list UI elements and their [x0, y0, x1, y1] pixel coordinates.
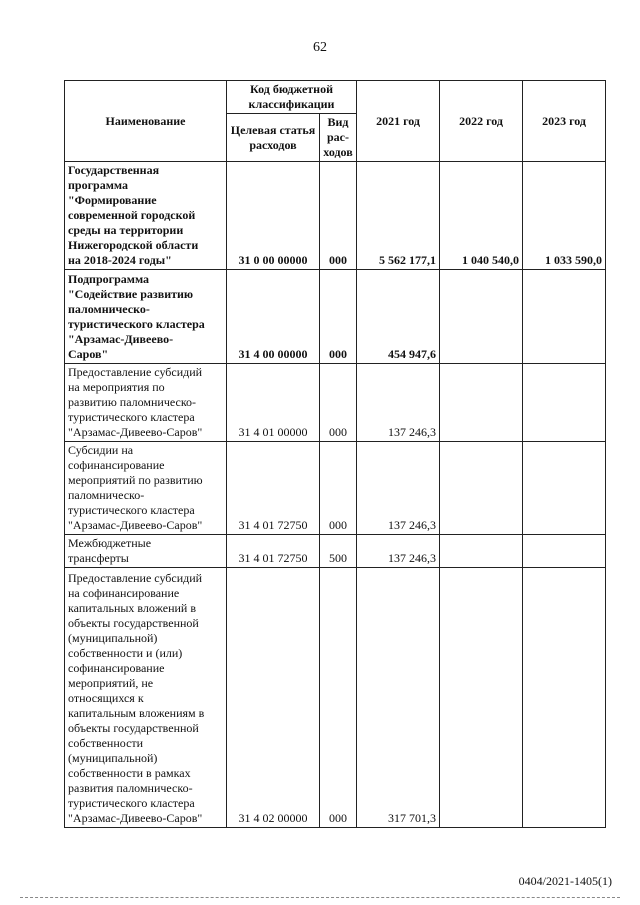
header-year-2021: 2021 год — [357, 81, 440, 162]
row-2021: 137 246,3 — [357, 535, 440, 568]
row-target-item: 31 4 02 00000 — [227, 568, 320, 828]
table-row — [65, 442, 606, 535]
row-name: Предоставление субсидий на мероприятия по развитию паломническо- туристического кластера "Арзамас-Дивеево-Саров" — [65, 364, 227, 442]
row-expense-type: 000 — [320, 442, 357, 535]
row-2023 — [523, 568, 606, 828]
row-2022 — [440, 364, 523, 442]
row-target-item: 31 0 00 00000 — [227, 162, 320, 270]
row-name: Подпрограмма "Содействие развитию паломническо- туристического кластера "Арзамас-Дивеево- Саров" — [65, 270, 227, 364]
table-row — [65, 162, 606, 270]
row-expense-type: 500 — [320, 535, 357, 568]
row-target-item: 31 4 01 72750 — [227, 535, 320, 568]
table-row — [65, 568, 606, 828]
row-target-item: 31 4 01 72750 — [227, 442, 320, 535]
row-2021: 5 562 177,1 — [357, 162, 440, 270]
row-2021: 137 246,3 — [357, 364, 440, 442]
row-expense-type: 000 — [320, 364, 357, 442]
row-expense-type: 000 — [320, 270, 357, 364]
table-row — [65, 364, 606, 442]
row-name: Субсидии на софинансирование мероприятий по развитию паломническо- туристического кластера "Арзамас-Дивеево-Саров" — [65, 442, 227, 535]
header-expense-type: Вид рас-ходов — [320, 114, 357, 162]
row-expense-type: 000 — [320, 162, 357, 270]
row-2022 — [440, 442, 523, 535]
budget-table — [64, 80, 606, 828]
table-row — [65, 270, 606, 364]
row-target-item: 31 4 00 00000 — [227, 270, 320, 364]
row-2023 — [523, 535, 606, 568]
row-2021: 454 947,6 — [357, 270, 440, 364]
row-name: Предоставление субсидий на софинансирование капитальных вложений в объекты государственной (муниципальной) собственности и (или) софинансирование мероприятий, не относящихся к капитальным вложениям в объекты государственной собственности (муниципальной) собственности в рамках развития паломническо- туристического кластера "Арзамас-Дивеево-Саров" — [65, 568, 227, 828]
header-target-item: Целевая статья расходов — [227, 114, 320, 162]
row-name: Государственная программа "Формирование современной городской среды на территории Нижегородской области на 2018-2024 годы" — [65, 162, 227, 270]
footer-divider — [20, 897, 620, 898]
header-year-2023: 2023 год — [523, 81, 606, 162]
row-name: Межбюджетные трансферты — [65, 535, 227, 568]
table-row — [65, 535, 606, 568]
row-2022 — [440, 568, 523, 828]
row-2022 — [440, 535, 523, 568]
row-2023: 1 033 590,0 — [523, 162, 606, 270]
header-name: Наименование — [65, 81, 227, 162]
row-2022 — [440, 270, 523, 364]
header-budget-code: Код бюджетной классификации — [227, 81, 357, 114]
row-2022: 1 040 540,0 — [440, 162, 523, 270]
row-2023 — [523, 442, 606, 535]
header-year-2022: 2022 год — [440, 81, 523, 162]
row-2023 — [523, 270, 606, 364]
document-code: 0404/2021-1405(1) — [518, 874, 612, 888]
page-number: 62 — [313, 40, 327, 55]
row-2023 — [523, 364, 606, 442]
row-target-item: 31 4 01 00000 — [227, 364, 320, 442]
row-expense-type: 000 — [320, 568, 357, 828]
row-2021: 317 701,3 — [357, 568, 440, 828]
row-2021: 137 246,3 — [357, 442, 440, 535]
